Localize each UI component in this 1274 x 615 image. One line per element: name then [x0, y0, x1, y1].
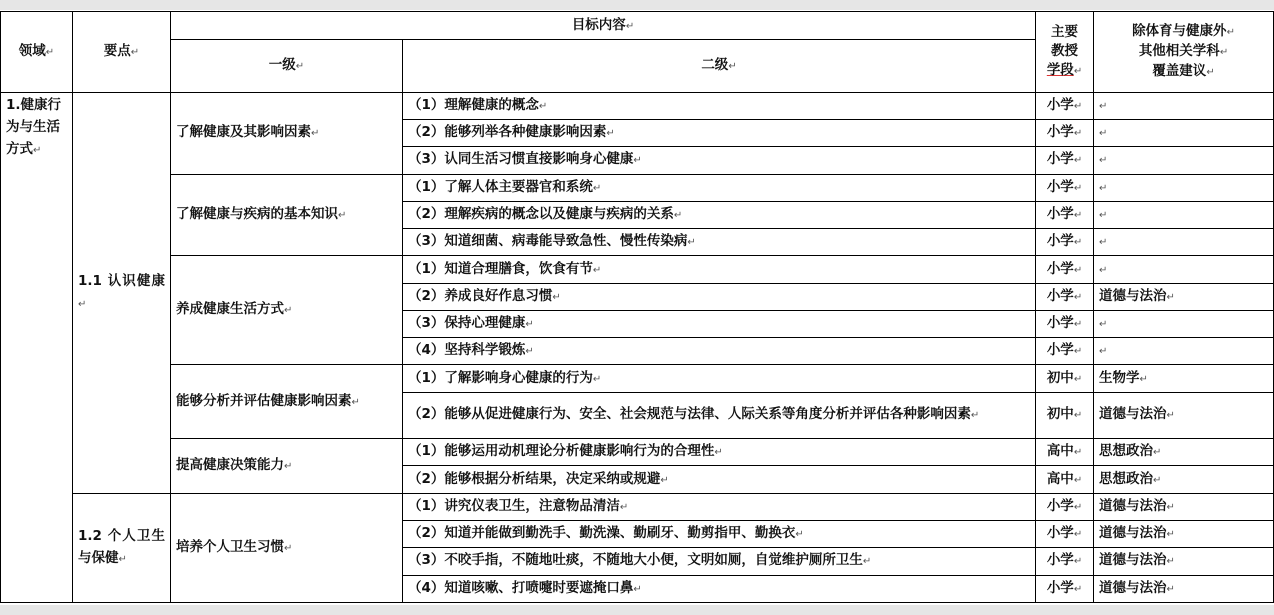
subject-cell: ↵	[1094, 256, 1274, 283]
level2-cell: （4）知道咳嗽、打喷嚏时要遮掩口鼻↵	[403, 575, 1036, 602]
stage-cell: 小学↵	[1036, 575, 1094, 602]
subject-cell: ↵	[1094, 147, 1274, 174]
level1-cell: 了解健康及其影响因素↵	[171, 92, 403, 174]
level2-cell: （1）讲究仪表卫生，注意物品清洁↵	[403, 493, 1036, 520]
table-row	[1, 493, 1274, 520]
stage-cell: 小学↵	[1036, 338, 1094, 365]
stage-cell: 小学↵	[1036, 147, 1094, 174]
subject-cell: ↵	[1094, 174, 1274, 201]
stage-cell: 小学↵	[1036, 229, 1094, 256]
table-row	[1, 365, 1274, 392]
level2-cell: （1）理解健康的概念↵	[403, 92, 1036, 119]
subject-cell: ↵	[1094, 120, 1274, 147]
subject-cell: 道德与法治↵	[1094, 521, 1274, 548]
subject-cell: ↵	[1094, 92, 1274, 119]
stage-cell: 高中↵	[1036, 439, 1094, 466]
key-point-cell: 1.1 认识健康↵	[73, 92, 171, 493]
stage-cell: 小学↵	[1036, 521, 1094, 548]
stage-cell: 小学↵	[1036, 120, 1094, 147]
table-row	[1, 92, 1274, 119]
level2-cell: （3）不咬手指，不随地吐痰，不随地大小便，文明如厕，自觉维护厕所卫生↵	[403, 548, 1036, 575]
header-domain: 领域↵	[1, 12, 73, 93]
level2-cell: （1）知道合理膳食，饮食有节↵	[403, 256, 1036, 283]
level1-cell: 了解健康与疾病的基本知识↵	[171, 174, 403, 256]
header-level1: 一级↵	[171, 40, 403, 93]
subject-cell: ↵	[1094, 338, 1274, 365]
level2-cell: （3）保持心理健康↵	[403, 310, 1036, 337]
subject-cell: 道德与法治↵	[1094, 283, 1274, 310]
table-row	[1, 439, 1274, 466]
header-level2: 二级↵	[403, 40, 1036, 93]
subject-cell: 道德与法治↵	[1094, 392, 1274, 438]
level2-cell: （2）能够列举各种健康影响因素↵	[403, 120, 1036, 147]
stage-cell: 初中↵	[1036, 365, 1094, 392]
level1-cell: 提高健康决策能力↵	[171, 439, 403, 494]
level2-cell: （2）理解疾病的概念以及健康与疾病的关系↵	[403, 201, 1036, 228]
subject-cell: 思想政治↵	[1094, 466, 1274, 493]
domain-cell: 1.健康行为与生活方式↵	[1, 92, 73, 602]
subject-cell: ↵	[1094, 229, 1274, 256]
level2-cell: （2）知道并能做到勤洗手、勤洗澡、勤刷牙、勤剪指甲、勤换衣↵	[403, 521, 1036, 548]
curriculum-table	[0, 11, 1274, 603]
stage-cell: 初中↵	[1036, 392, 1094, 438]
stage-cell: 小学↵	[1036, 174, 1094, 201]
level2-cell: （2）能够根据分析结果，决定采纳或规避↵	[403, 466, 1036, 493]
stage-cell: 小学↵	[1036, 310, 1094, 337]
level1-cell: 养成健康生活方式↵	[171, 256, 403, 365]
stage-cell: 小学↵	[1036, 201, 1094, 228]
level2-cell: （2）能够从促进健康行为、安全、社会规范与法律、人际关系等角度分析并评估各种影响因素↵	[403, 392, 1036, 438]
level1-cell: 能够分析并评估健康影响因素↵	[171, 365, 403, 439]
header-key-point: 要点↵	[73, 12, 171, 93]
subject-cell: 道德与法治↵	[1094, 493, 1274, 520]
level2-cell: （2）养成良好作息习惯↵	[403, 283, 1036, 310]
subject-cell: ↵	[1094, 201, 1274, 228]
level2-cell: （3）认同生活习惯直接影响身心健康↵	[403, 147, 1036, 174]
level2-cell: （1）能够运用动机理论分析健康影响行为的合理性↵	[403, 439, 1036, 466]
level2-cell: （3）知道细菌、病毒能导致急性、慢性传染病↵	[403, 229, 1036, 256]
subject-cell: ↵	[1094, 310, 1274, 337]
subject-cell: 生物学↵	[1094, 365, 1274, 392]
stage-cell: 小学↵	[1036, 493, 1094, 520]
level2-cell: （1）了解影响身心健康的行为↵	[403, 365, 1036, 392]
stage-cell: 高中↵	[1036, 466, 1094, 493]
subject-cell: 道德与法治↵	[1094, 548, 1274, 575]
level2-cell: （4）坚持科学锻炼↵	[403, 338, 1036, 365]
subject-cell: 思想政治↵	[1094, 439, 1274, 466]
key-point-cell: 1.2 个人卫生与保健↵	[73, 493, 171, 602]
document-page	[0, 10, 1274, 605]
table-row	[1, 256, 1274, 283]
level2-cell: （1）了解人体主要器官和系统↵	[403, 174, 1036, 201]
header-stage: 主要 教授 学段↵	[1036, 12, 1094, 93]
stage-cell: 小学↵	[1036, 256, 1094, 283]
stage-cell: 小学↵	[1036, 92, 1094, 119]
header-target-content: 目标内容↵	[171, 12, 1036, 40]
header-subjects: 除体育与健康外↵ 其他相关学科↵ 覆盖建议↵	[1094, 12, 1274, 93]
subject-cell: 道德与法治↵	[1094, 575, 1274, 602]
table-row	[1, 174, 1274, 201]
stage-cell: 小学↵	[1036, 283, 1094, 310]
level1-cell: 培养个人卫生习惯↵	[171, 493, 403, 602]
page-gap	[0, 605, 1274, 615]
stage-cell: 小学↵	[1036, 548, 1094, 575]
